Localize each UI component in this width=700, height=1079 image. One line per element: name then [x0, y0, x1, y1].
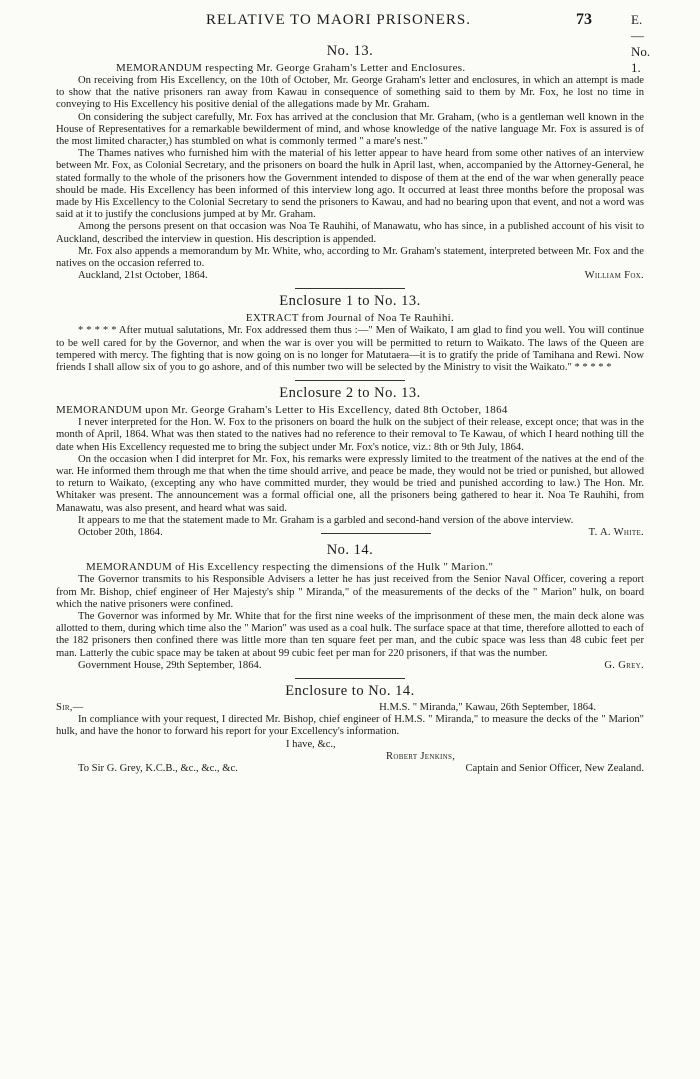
section-title: No. 14.	[326, 542, 374, 559]
section-enclosure-no14	[56, 683, 644, 775]
signature: T. A. White.	[588, 527, 644, 539]
section-no14	[56, 542, 644, 672]
paragraph: I never interpreted for the Hon. W. Fox to the prisoners on board the hulk on the subject of their release, except once; that was in the month of April, 1864. What was then stated to the natives had no reference to their removal to Te Kawau, of which I heard nothing till the date when His Excellency requested me to bring the subject under Mr. Fox's notice, viz.: 8th or 9th July, 1864.	[56, 417, 644, 453]
paragraph: On receiving from His Excellency, on the 10th of October, Mr. George Graham's letter and enclosures, in which an attempt is made to show that the native prisoners ran away from Kawau in consequence of something said to them by Mr. Fox, he lost no time in conveying to His Excellency his positive denial of the allegations made by Mr. Graham.	[56, 75, 644, 111]
paragraph: On the occasion when I did interpret for Mr. Fox, his remarks were expressly limited to the treatment of the natives at the end of the war. He informed them through me that when the time should arrive, and peace be made, they would not be tried or punished, but allowed to return to Waikato, (excepting any who have committed murder, they would be tried and punished according to law.) The Hon. Mr. Whitaker was present. The announcement was a formal official one, all the prisoners being gathered to hear it. Noa Te Rauhihi, from Manawatu, was also present, and heard what was said.	[56, 453, 644, 514]
signature: William Fox.	[584, 270, 644, 282]
section-title: No. 13.	[326, 43, 374, 59]
paragraph: The Thames natives who furnished him with the material of his letter appear to have heard from some other natives of an interview between Mr. Fox, as Colonial Secretary, and the prisoners on board the hulk in April last, when, accompanied by the Attorney-General, he stated formally to the whole of the prisoners how the Government intended to dispose of them at the end of the war when generally peace should be made. His Excellency has been informed of this interview long ago. It occurred at least three months before the proposal was made by His Excellency to the Colonial Secretary to send the prisoners to Kawau, and had no bearing upon that event, and not a word was said at it to justify the conclusions jumped at by Mr. Graham.	[56, 148, 644, 221]
paragraph: On considering the subject carefully, Mr. Fox has arrived at the conclusion that Mr. Graham, (who is a gentleman well known in the House of Representatives for a remarkable bewilderment of mind, and whose knowledge of the native language Mr. Fox is assured is of the most limited character,) has stumbled on what is commonly termed " a mare's nest."	[56, 111, 644, 148]
closing: I have, &c.,	[286, 738, 336, 750]
letter-origin: H.M.S. " Miranda," Kawau, 26th September, 1864.	[379, 701, 596, 713]
salutation: Sir,—	[56, 701, 84, 713]
section-title: Enclosure 1 to No. 13.	[279, 293, 421, 310]
signature-title: Captain and Senior Officer, New Zealand.	[465, 762, 644, 774]
date: October 20th, 1864.	[78, 527, 163, 539]
dateline	[56, 527, 644, 539]
signature: G. Grey.	[604, 659, 644, 671]
addressee: To Sir G. Grey, K.C.B., &c., &c., &c.	[78, 762, 238, 774]
paragraph: In compliance with your request, I directed Mr. Bishop, chief engineer of H.M.S. " Miranda," to measure the decks of the " Marion" hulk, and have the honor to forward his report for your Excellency's information.	[56, 714, 644, 738]
paragraph: The Governor transmits to his Responsible Advisers a letter he has just received from the Senior Naval Officer, covering a report from Mr. Bishop, chief engineer of Her Majesty's ship " Miranda," of the measurements of the decks of the " Marion" hulk, on board which the native prisoners were confined.	[56, 574, 644, 610]
memo-heading: MEMORANDUM respecting Mr. George Graham's Letter and Enclosures.	[116, 62, 466, 74]
date: Government House, 29th September, 1864.	[78, 659, 262, 671]
signature-line	[56, 751, 644, 763]
section-divider	[295, 678, 405, 679]
paragraph: It appears to me that the statement made to Mr. Graham is a garbled and second-hand version of the above interview.	[78, 514, 574, 526]
paper-reference: E.—No. 1.	[631, 12, 651, 75]
section-no13	[56, 43, 644, 282]
page-number: 73	[576, 11, 592, 28]
section-enclosure-1	[56, 293, 644, 374]
paragraph: Mr. Fox also appends a memorandum by Mr. White, who, according to Mr. Graham's statement, interpreted between Mr. Fox and the natives on the occasion referred to.	[56, 245, 644, 270]
date: Auckland, 21st October, 1864.	[78, 270, 208, 282]
section-title: Enclosure to No. 14.	[285, 682, 415, 699]
section-enclosure-2	[56, 385, 644, 539]
section-divider	[295, 380, 405, 381]
memo-heading: MEMORANDUM of His Excellency respecting the dimensions of the Hulk " Marion."	[86, 561, 494, 574]
letter-head	[56, 702, 644, 714]
signature-name: Robert Jenkins,	[386, 750, 456, 762]
header-title: RELATIVE TO MAORI PRISONERS.	[206, 12, 471, 28]
paragraph: * * * * * After mutual salutations, Mr. Fox addressed them thus :—" Men of Waikato, I am glad to find you well. You will continue to be well cared for by the Governor, and when the war is over you will be permitted to return to Waikato. The laws of the Queen are tempered with mercy. The fighting that is now going on is no longer for Matutaera—it is to gratify the pride of Tamihana and Rewi. Now friends I shall allow six of you to go ashore, and of this number two will be selected by the Ministry to visit the Waikato." * * * * *	[56, 325, 644, 374]
section-divider	[295, 288, 405, 289]
memo-heading: MEMORANDUM upon Mr. George Graham's Letter to His Excellency, dated 8th October, 1864	[56, 404, 508, 417]
section-divider	[321, 533, 431, 534]
dateline	[56, 660, 644, 672]
addressee-line	[56, 763, 644, 775]
extract-heading: EXTRACT from Journal of Noa Te Rauhihi.	[245, 312, 455, 325]
paragraph: The Governor was informed by Mr. White that for the first nine weeks of the imprisonment of these men, the main deck alone was allotted to them, during which time also the " Marion" was used as a coal hulk. The surface space at that time, therefore allotted to each of the 182 prisoners then confined there was little more than ten square feet per man, and the cubic space was less than 48 cubic feet per man. Latterly the cubic space may be taken at about 99 cubic feet per man for 220 prisoners, if that was the number.	[56, 610, 644, 659]
dateline	[56, 270, 644, 282]
section-title: Enclosure 2 to No. 13.	[279, 385, 421, 402]
paragraph: Among the persons present on that occasion was Noa Te Rauhihi, of Manawatu, who has since, in a published account of his visit to Auckland, described the interview in question. His description is appended.	[56, 221, 644, 245]
